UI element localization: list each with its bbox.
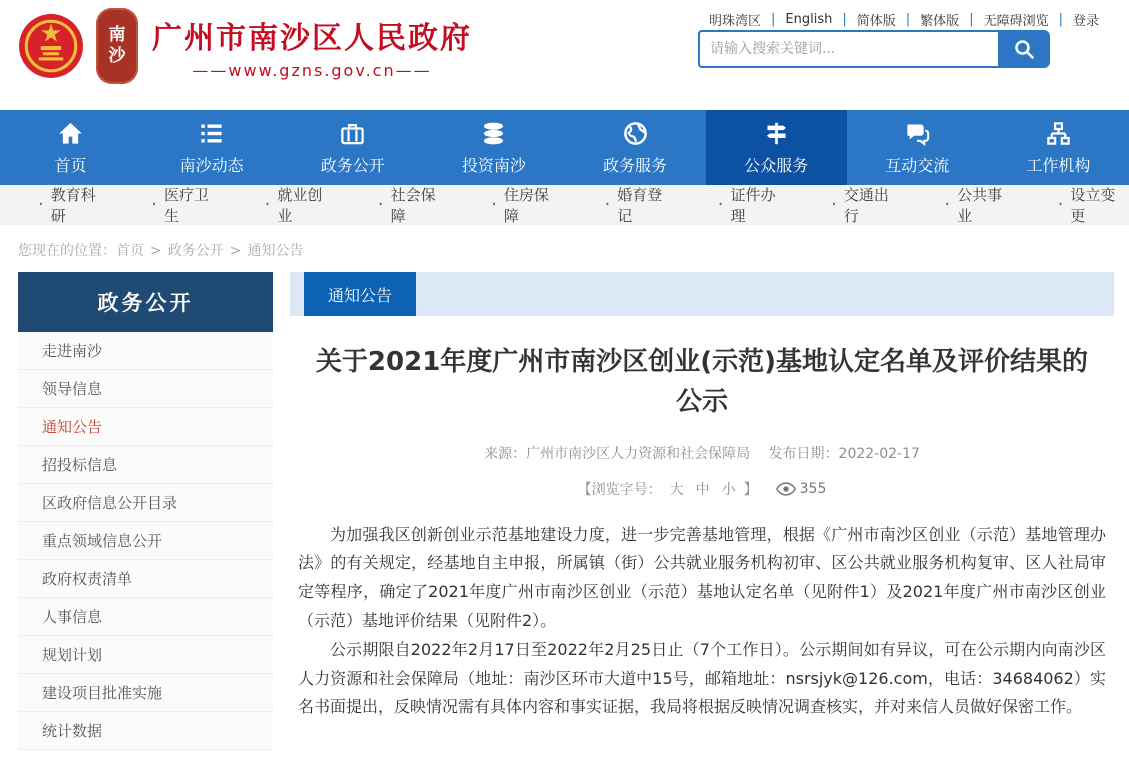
nav-label: 首页 [54,155,87,175]
utility-links [699,10,1109,29]
font-size-label-close: 】 [743,481,758,498]
link-english[interactable]: English [785,12,833,27]
signpost-icon [763,120,790,147]
search-icon [1012,37,1036,61]
subnav-item-housing[interactable] [491,184,562,226]
article-title: 关于2021年度广州市南沙区创业(示范)基地认定名单及评价结果的公示 [315,347,1089,418]
sidebar-item-personnel[interactable]: 人事信息 [18,598,273,636]
nav-item-home[interactable] [0,110,141,185]
article-source: 来源：广州市南沙区人力资源和社会保障局 [484,445,751,462]
secondary-navigation [0,185,1129,225]
subnav-label: 社会保障 [390,186,436,225]
org-chart-icon [1045,120,1072,147]
subnav-label: 教育科研 [50,186,96,225]
article-panel [290,272,1114,722]
subnav-item-public-utilities[interactable] [944,184,1015,226]
link-separator: | [969,12,974,27]
nav-item-gov-disclosure[interactable] [282,110,423,185]
sidebar-item-planning[interactable]: 规划计划 [18,636,273,674]
main-navigation [0,110,1129,185]
view-count: 355 [799,480,827,497]
nav-item-public-services[interactable] [706,110,847,185]
article-paragraph: 公示期限自2022年2月17日至2022年2月25日止（7个工作日）。公示期间如有异议，可在公示期内向南沙区人力资源和社会保障局（地址：南沙区环市大道中15号，邮箱地址：nsrsjyk@126.com，电话：34684062）实名书面提出，反映情况需有具体内容和事实证据，我局将根据反映情况调查核实，并对来信人员做好保密工作。 [298,639,1106,717]
nav-label: 政务公开 [320,155,385,175]
nav-label: 互动交流 [885,155,950,175]
list-icon [198,120,225,147]
sidebar-item-tenders[interactable]: 招投标信息 [18,446,273,484]
subnav-label: 交通出行 [843,186,889,225]
link-separator: | [842,12,847,27]
subnav-label: 证件办理 [730,186,776,225]
font-size-label: 【浏览字号： [577,481,662,498]
bullet-icon: · [491,194,497,215]
link-mingzhu-bay[interactable]: 明珠湾区 [709,14,762,29]
nav-label: 工作机构 [1026,155,1091,175]
nav-item-interaction[interactable] [847,110,988,185]
article-meta [298,443,1106,463]
subnav-item-establishment[interactable] [1058,184,1129,226]
bullet-icon: · [38,194,44,215]
chat-bubbles-icon [904,120,931,147]
site-logo[interactable] [18,8,472,84]
subnav-label: 公共事业 [957,186,1003,225]
subnav-label: 医疗卫生 [164,186,210,225]
subnav-item-medical[interactable] [151,184,222,226]
font-size-controls [298,479,1106,499]
sidebar-item-statistics[interactable]: 统计数据 [18,712,273,750]
content-area [0,272,1129,750]
site-header [0,0,1129,110]
nansha-seal-logo [96,8,138,84]
link-login[interactable]: 登录 [1072,14,1099,29]
site-title: 广州市南沙区人民政府 [152,20,472,56]
search-bar [698,30,1050,68]
seal-char: 南 [108,24,126,45]
nav-item-invest[interactable] [423,110,564,185]
nav-label: 公众服务 [744,155,809,175]
bullet-icon: · [1057,194,1064,215]
tab-notices[interactable]: 通知公告 [304,272,416,316]
link-simplified[interactable]: 简体版 [856,14,896,29]
coins-stack-icon [480,120,507,147]
breadcrumb [0,225,1129,272]
tab-strip [290,272,1114,316]
subnav-item-marriage[interactable] [604,184,675,226]
sidebar-title: 政务公开 [18,272,273,332]
link-separator: | [771,12,776,27]
bullet-icon: · [944,194,951,215]
sidebar-item-key-areas[interactable]: 重点领域信息公开 [18,522,273,560]
bullet-icon: · [717,194,724,215]
link-traditional[interactable]: 繁体版 [920,14,960,29]
breadcrumb-prefix: 您现在的位置： [18,243,116,259]
sidebar-item-notices[interactable]: 通知公告 [18,408,273,446]
briefcase-icon [339,120,366,147]
sidebar [18,272,273,750]
breadcrumb-separator: > [150,243,162,259]
seal-char: 沙 [108,46,126,66]
nav-label: 投资南沙 [461,155,526,175]
sidebar-item-leaders[interactable]: 领导信息 [18,370,273,408]
breadcrumb-separator: > [229,243,242,259]
search-input[interactable] [698,30,998,68]
link-separator: | [905,12,911,27]
subnav-label: 住房保障 [503,186,549,225]
font-size-large-button[interactable]: 大 [669,481,684,498]
breadcrumb-notices[interactable]: 通知公告 [247,243,304,259]
font-size-small-button[interactable]: 小 [721,481,736,498]
nav-item-news[interactable] [141,110,282,185]
nav-label: 政务服务 [603,155,668,175]
subnav-item-certificates[interactable] [718,184,789,226]
font-size-medium-button[interactable]: 中 [695,481,710,498]
sidebar-item-info-directory[interactable]: 区政府信息公开目录 [18,484,273,522]
national-emblem-icon [18,13,84,79]
link-accessibility[interactable]: 无障碍浏览 [983,14,1049,29]
nav-item-gov-services[interactable] [565,110,706,185]
sidebar-item-responsibility-list[interactable]: 政府权责清单 [18,560,273,598]
breadcrumb-home[interactable]: 首页 [116,243,144,259]
nav-label: 南沙动态 [179,155,244,175]
subnav-label: 就业创业 [277,186,323,225]
sidebar-item-construction-approval[interactable]: 建设项目批准实施 [18,674,273,712]
breadcrumb-gov-disclosure[interactable]: 政务公开 [167,243,224,259]
bullet-icon: · [151,194,158,215]
bullet-icon: · [604,194,611,215]
bullet-icon: · [831,194,837,215]
subnav-label: 设立变更 [1070,186,1116,225]
globe-icon [622,120,649,147]
sidebar-item-about-nansha[interactable]: 走进南沙 [18,332,273,370]
home-icon [57,120,84,147]
subnav-item-employment[interactable] [265,184,336,226]
article-date: 发布日期：2022-02-17 [768,445,920,462]
subnav-label: 婚育登记 [617,186,663,225]
subnav-item-education[interactable] [38,184,109,226]
site-url: ——www.gzns.gov.cn—— [192,60,432,80]
bullet-icon: · [377,194,384,215]
article-body [298,521,1106,723]
link-separator: | [1058,12,1063,27]
view-counter [776,481,827,497]
article-paragraph: 为加强我区创新创业示范基地建设力度，进一步完善基地管理，根据《广州市南沙区创业（示范）基地管理办法》的有关规定，经基地自主申报，所属镇（街）公共就业服务机构初审、区公共就业服务机构复审、区人社局审定等程序，确定了2021年度广州市南沙区创业（示范）基地认定名单（见附件1）及2021年度广州市南沙区创业（示范）基地评价结果（见附件2）。 [298,524,1106,630]
eye-icon [776,482,796,496]
subnav-item-social-security[interactable] [378,184,449,226]
bullet-icon: · [264,194,271,215]
search-button[interactable] [998,30,1050,68]
nav-item-organizations[interactable] [988,110,1129,185]
subnav-item-transport[interactable] [831,184,902,226]
